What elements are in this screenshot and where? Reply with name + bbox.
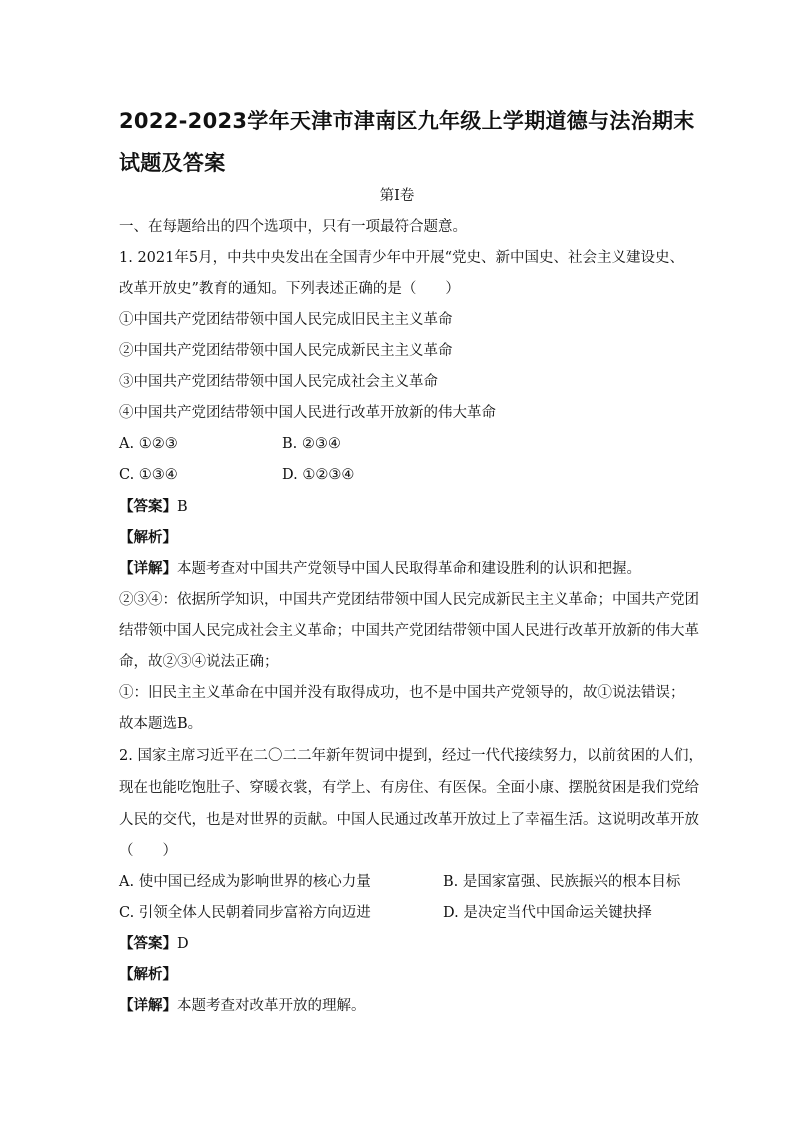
- q2-stem-line-3: 人民的交代，也是对世界的贡献。中国人民通过改革开放过上了幸福生活。这说明改革开放: [119, 812, 699, 828]
- q1-option-d: D. ①②③④: [282, 467, 355, 483]
- q1-analysis-tag: [119, 528, 177, 548]
- detail-tag: 【详解】: [119, 997, 177, 1014]
- document-title: 2022-2023学年天津市津南区九年级上学期道德与法治期末试题及答案: [119, 109, 695, 175]
- q1-stem-line-2: 改革开放史”教育的通知。下列表述正确的是（ ）: [119, 281, 460, 297]
- detail-text: 本题考查对中国共产党领导中国人民取得革命和建设胜利的认识和把握。: [177, 561, 641, 577]
- analysis-tag: 【解析】: [119, 529, 177, 546]
- q2-stem-line-4: （ ）: [119, 843, 177, 859]
- detail-text: 本题考查对改革开放的理解。: [177, 998, 366, 1014]
- answer-value: D: [177, 936, 189, 952]
- q2-stem-line-1: 2. 国家主席习近平在二〇二二年新年贺词中提到，经过一代代接续努力，以前贫困的人们，: [119, 748, 703, 764]
- q1-explain-line-2: 结带领中国人民完成社会主义革命；中国共产党团结带领中国人民进行改革开放新的伟大革: [119, 623, 699, 639]
- q2-option-b: B. 是国家富强、民族振兴的根本目标: [443, 874, 681, 890]
- analysis-tag: 【解析】: [119, 966, 177, 983]
- answer-value: B: [177, 499, 188, 515]
- q2-stem-line-2: 现在也能吃饱肚子、穿暖衣裳，有学上、有房住、有医保。全面小康、摆脱贫困是我们党给: [119, 780, 699, 796]
- q2-detail: [119, 996, 366, 1016]
- q1-option-a: A. ①②③: [119, 436, 178, 452]
- section-title: 第Ⅰ卷: [379, 188, 415, 204]
- q1-option-c: C. ①③④: [119, 467, 178, 483]
- q1-stem-line-1: 1. 2021年5月，中共中央发出在全国青少年中开展“党史、新中国史、社会主义建设史、: [119, 250, 684, 266]
- q1-statement-2: ②中国共产党团结带领中国人民完成新民主主义革命: [119, 343, 453, 359]
- q1-statement-3: ③中国共产党团结带领中国人民完成社会主义革命: [119, 374, 438, 390]
- answer-tag: 【答案】: [119, 498, 177, 515]
- q1-explain-line-4: ①：旧民主主义革命在中国并没有取得成功，也不是中国共产党领导的，故①说法错误；: [119, 685, 685, 701]
- q2-analysis-tag: [119, 965, 177, 985]
- q1-statement-4: ④中国共产党团结带领中国人民进行改革开放新的伟大革命: [119, 405, 496, 421]
- q2-option-d: D. 是决定当代中国命运关键抉择: [443, 905, 652, 921]
- q1-answer: [119, 497, 188, 517]
- q1-detail: [119, 559, 641, 579]
- instruction: 一、在每题给出的四个选项中，只有一项最符合题意。: [119, 219, 467, 235]
- q2-option-a: A. 使中国已经成为影响世界的核心力量: [119, 874, 371, 890]
- answer-tag: 【答案】: [119, 935, 177, 952]
- q2-answer: [119, 934, 189, 954]
- q1-explain-line-3: 命，故②③④说法正确；: [119, 654, 279, 670]
- detail-tag: 【详解】: [119, 560, 177, 577]
- q1-conclusion: 故本题选B。: [119, 716, 203, 732]
- q1-statement-1: ①中国共产党团结带领中国人民完成旧民主主义革命: [119, 312, 453, 328]
- q1-explain-line-1: ②③④：依据所学知识，中国共产党团结带领中国人民完成新民主主义革命；中国共产党团: [119, 592, 699, 608]
- q1-option-b: B. ②③④: [282, 436, 341, 452]
- q2-option-c: C. 引领全体人民朝着同步富裕方向迈进: [119, 905, 371, 921]
